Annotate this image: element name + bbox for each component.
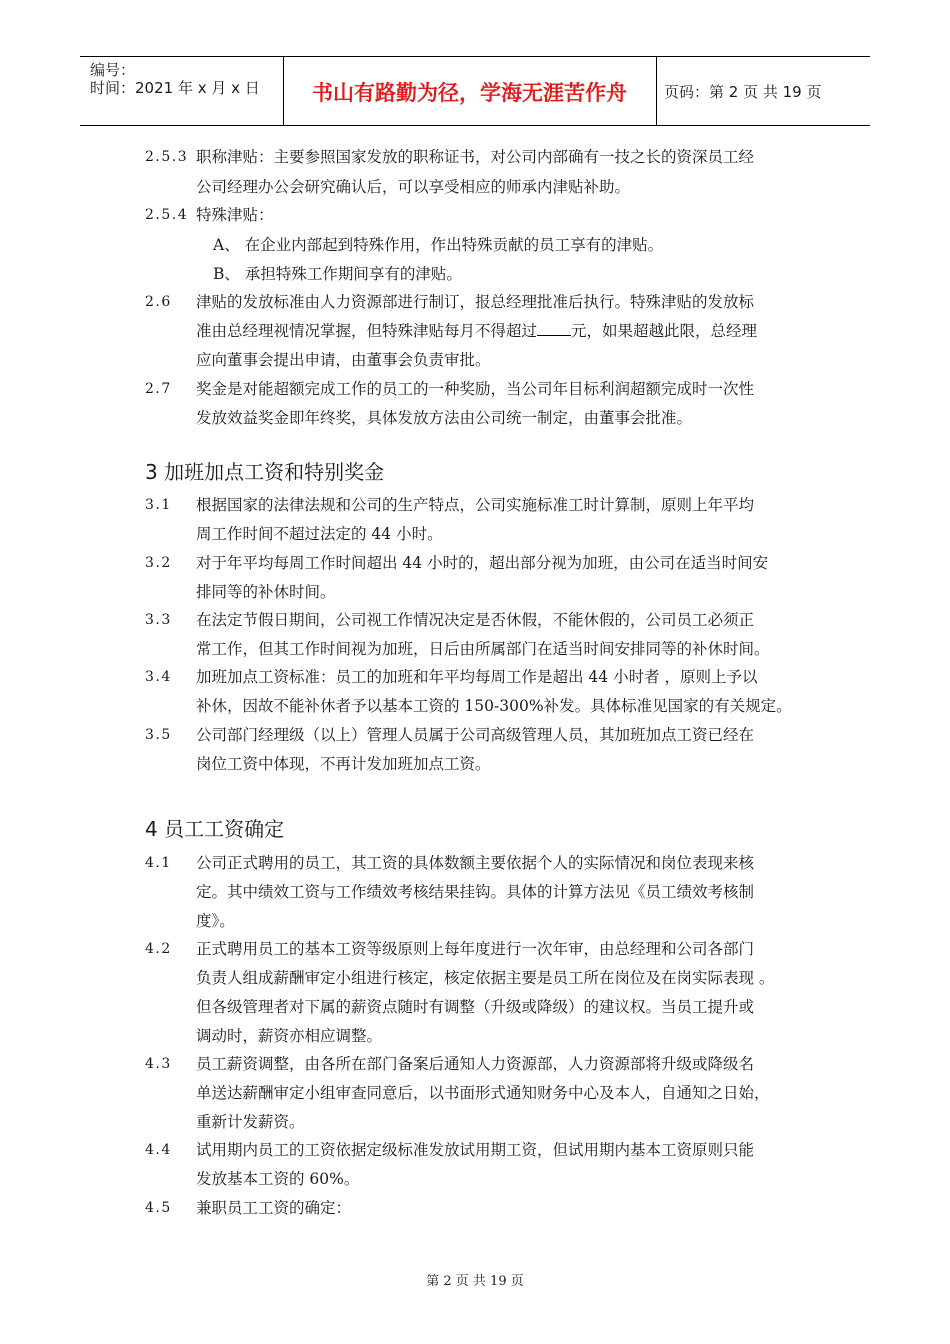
clause-line: 公司经理办公会研究确认后，可以享受相应的师承内津贴补助。	[196, 178, 631, 196]
clause-line: 常工作，但其工作时间视为加班，日后由所属部门在适当时间安排同等的补休时间。	[196, 640, 770, 658]
clause-line: 津贴的发放标准由人力资源部进行制订，报总经理批准后执行。特殊津贴的发放标	[196, 293, 755, 311]
clause-number: 4.3	[145, 1056, 172, 1072]
section-heading: 4 员工工资确定	[145, 817, 285, 841]
date-label: 时间：2021 年 x 月 x 日	[90, 79, 260, 97]
clause-line: 单送达薪酬审定小组审查同意后，以书面形式通知财务中心及本人，自通知之日始，	[196, 1084, 770, 1102]
clause-line: 加班加点工资标准：员工的加班和年平均每周工作是超出 44 小时者 ，原则上予以	[196, 668, 758, 686]
clause-line: 调动时，薪资亦相应调整。	[196, 1027, 383, 1045]
clause-line: 在法定节假日期间，公司视工作情况决定是否休假，不能休假的，公司员工必须正	[196, 611, 755, 629]
header-divider	[656, 57, 657, 125]
clause-line: 特殊津贴：	[196, 206, 274, 224]
clause-line: 定。其中绩效工资与工作绩效考核结果挂钩。具体的计算方法见《员工绩效考核制	[196, 883, 755, 901]
clause-line: 公司正式聘用的员工，其工资的具体数额主要依据个人的实际情况和岗位表现来核	[196, 854, 755, 872]
clause-number: 4.1	[145, 855, 172, 871]
clause-line: 负责人组成薪酬审定小组进行核定，核定依据主要是员工所在岗位及在岗实际表现 。	[196, 969, 775, 987]
section-heading: 3 加班加点工资和特别奖金	[145, 460, 385, 484]
clause-line: 兼职员工工资的确定：	[196, 1199, 352, 1217]
clause-line: 对于年平均每周工作时间超出 44 小时的，超出部分视为加班，由公司在适当时间安	[196, 554, 769, 572]
clause-line: 发放效益奖金即年终奖，具体发放方法由公司统一制定，由董事会批准。	[196, 409, 693, 427]
clause-number: 4.5	[145, 1200, 172, 1216]
clause-line: 但各级管理者对下属的薪资点随时有调整（升级或降级）的建议权。当员工提升或	[196, 998, 755, 1016]
clause-number: 3.2	[145, 555, 172, 571]
clause-number: 2.5.3	[145, 149, 189, 165]
clause-line: 根据国家的法律法规和公司的生产特点，公司实施标准工时计算制，原则上年平均	[196, 496, 755, 514]
clause-line: 员工薪资调整，由各所在部门备案后通知人力资源部，人力资源部将升级或降级名	[196, 1055, 755, 1073]
clause-number: 4.4	[145, 1142, 172, 1158]
page-header	[80, 56, 870, 126]
clause-subitem: A、 在企业内部起到特殊作用，作出特殊贡献的员工享有的津贴。	[213, 236, 664, 254]
clause-line: 正式聘用员工的基本工资等级原则上每年度进行一次年审，由总经理和公司各部门	[196, 940, 755, 958]
clause-line: 准由总经理视情况掌握，但特殊津贴每月不得超过 元，如果超越此限，总经理	[196, 322, 758, 340]
clause-line: 岗位工资中体现，不再计发加班加点工资。	[196, 755, 491, 773]
header-page-info: 页码：第 2 页 共 19 页	[664, 83, 822, 101]
clause-line: 重新计发薪资。	[196, 1113, 305, 1131]
clause-line: 周工作时间不超过法定的 44 小时。	[196, 525, 443, 543]
clause-line: 应向董事会提出申请，由董事会负责审批。	[196, 351, 491, 369]
clause-line: 补休，因故不能补休者予以基本工资的 150-300%补发。具体标准见国家的有关规定。	[196, 697, 792, 715]
clause-line: 试用期内员工的工资依据定级标准发放试用期工资，但试用期内基本工资原则只能	[196, 1141, 755, 1159]
clause-line: 公司部门经理级（以上）管理人员属于公司高级管理人员，其加班加点工资已经在	[196, 726, 755, 744]
page-footer: 第 2 页 共 19 页	[426, 1274, 524, 1289]
amount-blank	[537, 321, 571, 336]
clause-number: 3.3	[145, 612, 172, 628]
clause-number: 3.5	[145, 727, 172, 743]
clause-number: 2.6	[145, 294, 172, 310]
header-meta	[90, 61, 260, 97]
clause-subitem: B、 承担特殊工作期间享有的津贴。	[213, 265, 462, 283]
clause-line: 奖金是对能超额完成工作的员工的一种奖励，当公司年目标利润超额完成时一次性	[196, 380, 755, 398]
serial-label: 编号：	[90, 61, 136, 79]
clause-line: 职称津贴：主要参照国家发放的职称证书，对公司内部确有一技之长的资深员工经	[196, 148, 755, 166]
clause-line: 度》。	[196, 912, 235, 930]
clause-number: 2.7	[145, 381, 172, 397]
clause-line: 发放基本工资的 60%。	[196, 1170, 360, 1188]
header-motto: 书山有路勤为径，学海无涯苦作舟	[312, 81, 627, 105]
clause-number: 2.5.4	[145, 207, 189, 223]
clause-number: 3.1	[145, 497, 172, 513]
clause-number: 4.2	[145, 941, 172, 957]
clause-line: 排同等的补休时间。	[196, 583, 336, 601]
clause-number: 3.4	[145, 669, 172, 685]
